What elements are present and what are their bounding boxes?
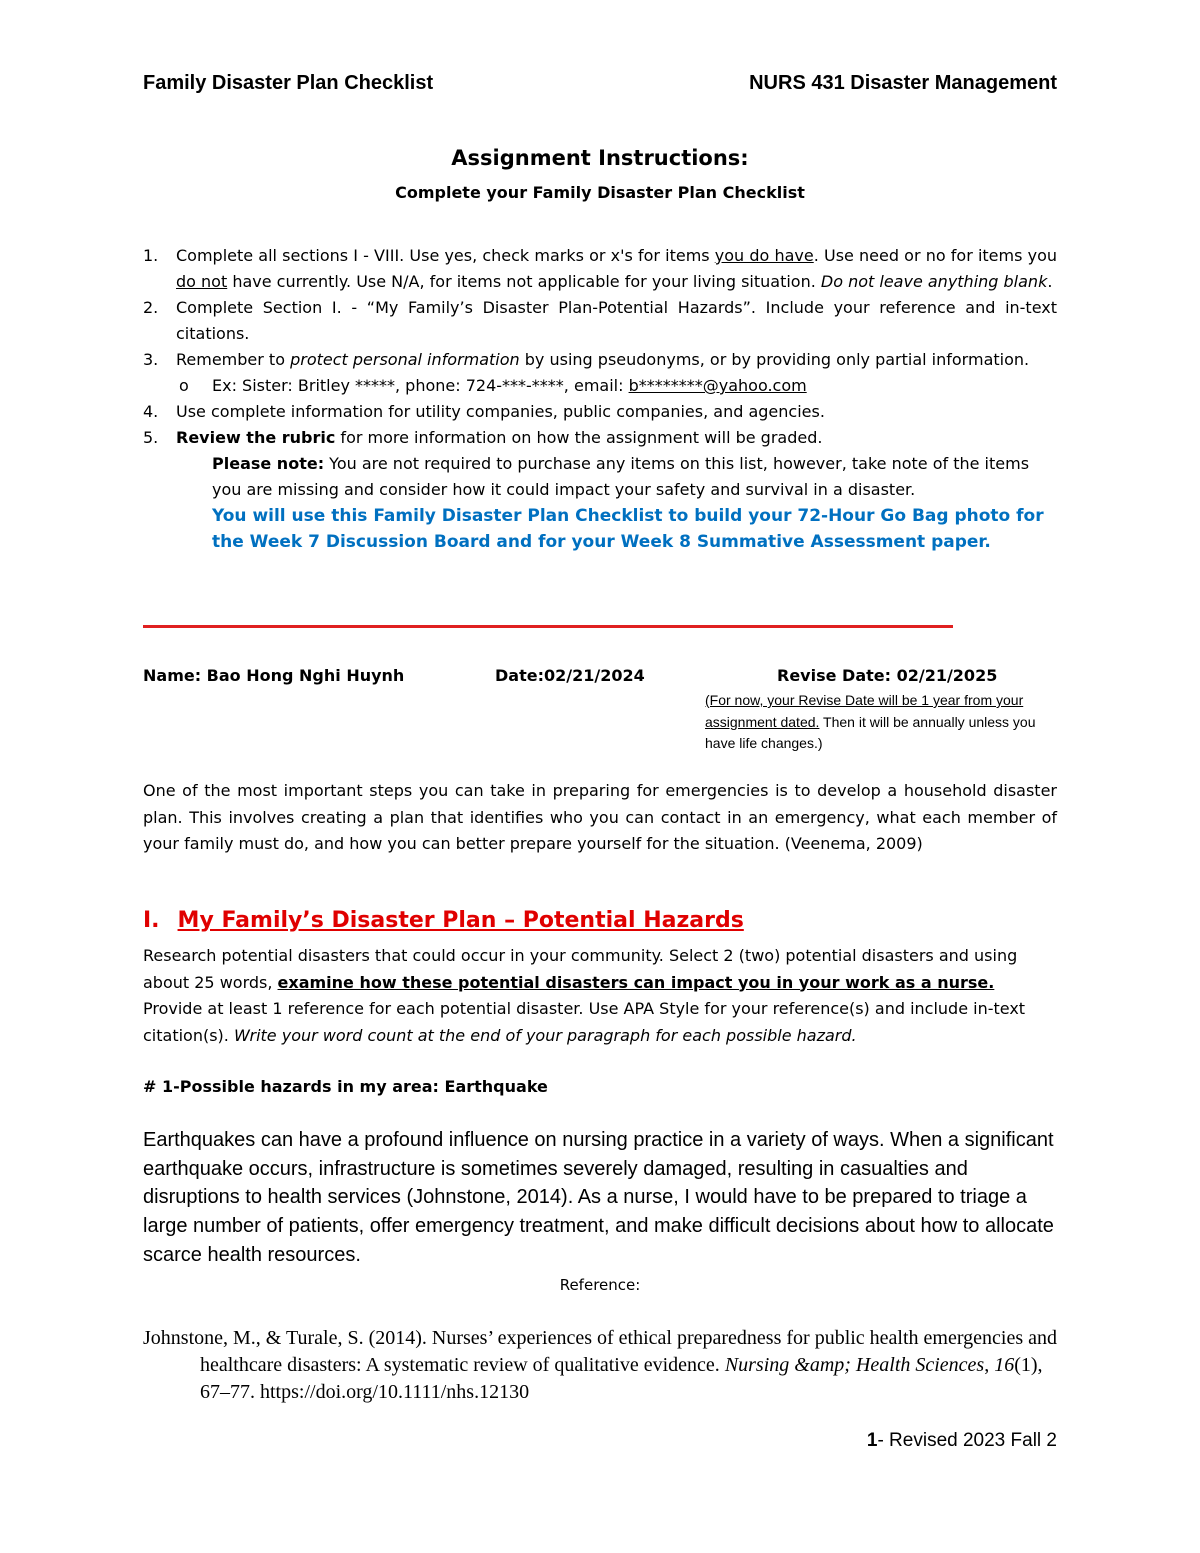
assignment-date: Date:02/21/2024 <box>495 666 645 685</box>
please-note: Please note: You are not required to purchase any items on this list, however, take note of the items you are missing and consider how it could impact your safety and survival in a disaster. <box>212 454 1030 499</box>
instruction-2: 2. Complete Section I. - “My Family’s Disaster Plan-Potential Hazards”. Include your reference and in-text citations. <box>143 295 1057 347</box>
instruction-1: 1. Complete all sections I - VIII. Use yes, check marks or x's for items you do have. Use need or no for items you do not have currently. Use N/A, for items not applicable for your living situation. Do not leave anything blank. <box>143 243 1057 295</box>
instruction-number: 2. <box>143 298 159 317</box>
student-name: Name: Bao Hong Nghi Huynh <box>143 666 405 685</box>
example-email-link[interactable]: b********@yahoo.com <box>628 376 807 395</box>
instruction-number: 1. <box>143 246 159 265</box>
instruction-number: 3. <box>143 350 159 369</box>
section-1-description: Research potential disasters that could occur in your community. Select 2 (two) potential disasters and using about 25 words, examine how these potential disasters can impact you in your work as a nurse. Provide at least 1 reference for each potential disaster. Use APA Style for your reference(s) and include in-text citation(s). Write your word count at the end of your paragraph for each possible hazard. <box>143 946 1026 1045</box>
revise-date-note: (For now, your Revise Date will be 1 year from your assignment dated. Then it will be annually unless you have life changes.) <box>705 692 1036 751</box>
instruction-3: 3. Remember to protect personal information by using pseudonyms, or by providing only partial information. <box>143 347 1057 373</box>
page-title: Assignment Instructions: <box>451 146 749 170</box>
section-1-heading <box>143 908 744 933</box>
hazard-1-heading: # 1-Possible hazards in my area: Earthquake <box>143 1077 548 1096</box>
header-right: NURS 431 Disaster Management <box>749 72 1057 94</box>
page-footer: 1- Revised 2023 Fall 2 <box>866 1430 1057 1451</box>
red-divider-line <box>143 625 953 628</box>
reference-citation: Johnstone, M., & Turale, S. (2014). Nurses’ experiences of ethical preparedness for public health emergencies and healthcare disasters: A systematic review of qualitative evidence. Nursing &amp; Health Sciences, 16(1), 67–77. https://doi.org/10.1111/nhs.12130 <box>143 1327 1058 1403</box>
go-bag-note: You will use this Family Disaster Plan Checklist to build your 72-Hour Go Bag photo for the Week 7 Discussion Board and for your Week 8 Summative Assessment paper. <box>212 506 1044 552</box>
sub-bullet: o <box>179 376 189 395</box>
hazard-1-essay: Earthquakes can have a profound influence on nursing practice in a variety of ways. When a significant earthquake occurs, infrastructure is sometimes severely damaged, resulting in casualties and disruptions to health services (Johnstone, 2014). As a nurse, I would have to be prepared to triage a large number of patients, offer emergency treatment, and make difficult decisions about how to allocate scarce health resources. <box>143 1129 1054 1266</box>
section-number: I. <box>143 908 160 933</box>
instruction-5: 5. Review the rubric for more information on how the assignment will be graded. <box>143 425 1057 451</box>
intro-paragraph: One of the most important steps you can take in preparing for emergencies is to develop a household disaster plan. This involves creating a plan that identifies who you can contact in an emergency, what each member of your family must do, and how you can better prepare yourself for the situation. (Veenema, 2009) <box>143 781 1057 853</box>
page-subtitle: Complete your Family Disaster Plan Checklist <box>395 183 805 202</box>
section-title: My Family’s Disaster Plan – Potential Hazards <box>177 908 744 933</box>
instruction-3-example: o Ex: Sister: Britley *****, phone: 724-***-****, email: b********@yahoo.com <box>143 373 1057 399</box>
reference-label: Reference: <box>559 1276 641 1294</box>
revise-date: Revise Date: 02/21/2025 <box>777 666 998 685</box>
instruction-number: 5. <box>143 428 159 447</box>
instructions-list <box>143 243 1057 555</box>
page-number: 1 <box>866 1430 878 1451</box>
instruction-4: 4. Use complete information for utility companies, public companies, and agencies. <box>143 399 1057 425</box>
header-left: Family Disaster Plan Checklist <box>143 72 434 94</box>
instruction-number: 4. <box>143 402 159 421</box>
